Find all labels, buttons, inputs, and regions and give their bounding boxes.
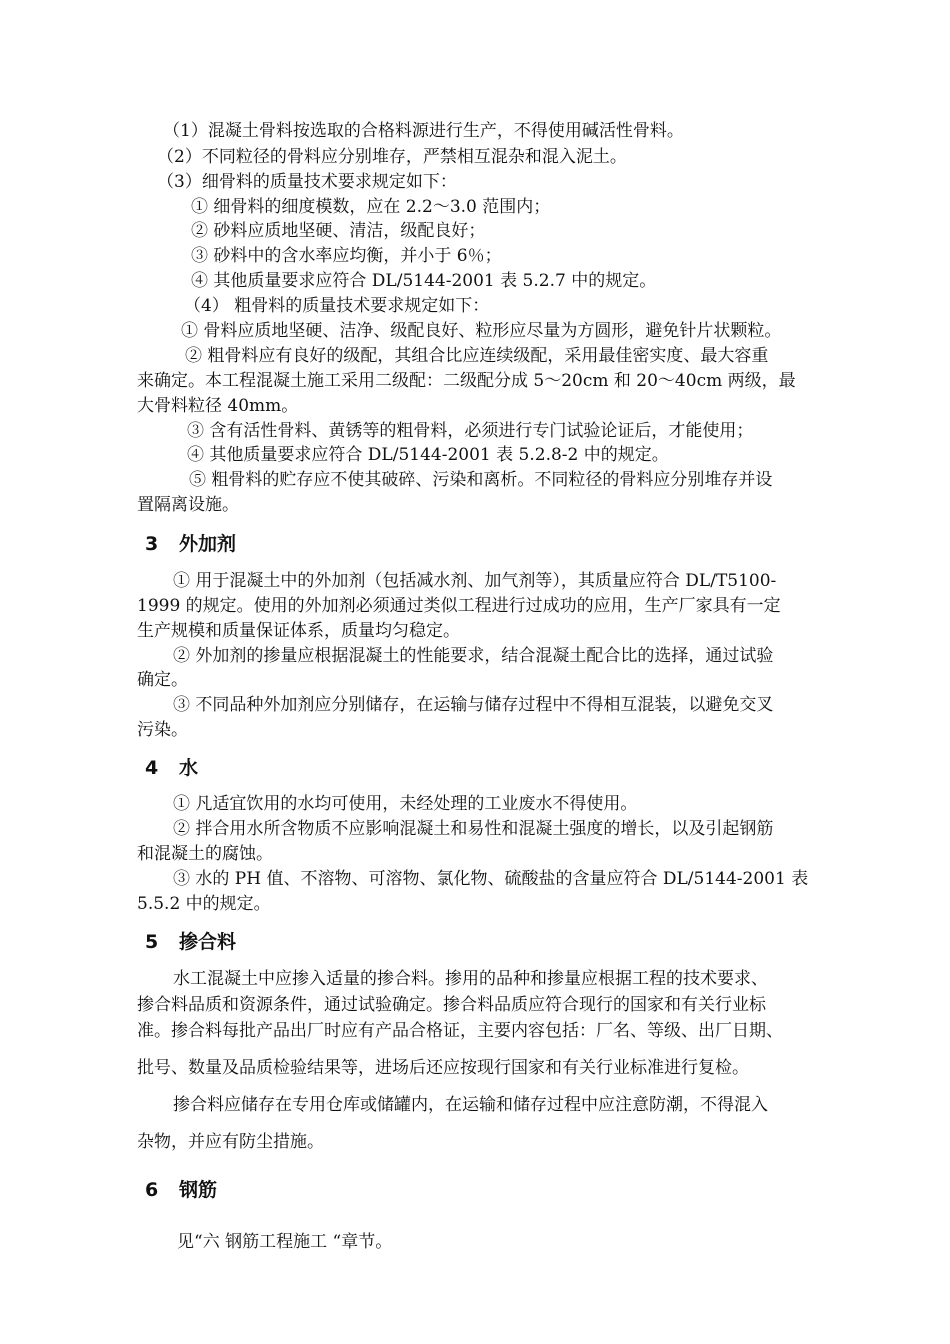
paragraph-line: 来确定。本工程混凝土施工采用二级配：二级配分成 5～20cm 和 20～40cm 两级，最 [137,371,796,391]
list-item: ⑤ 粗骨料的贮存应不使其破碎、污染和离析。不同粒径的骨料应分别堆存并设 [189,470,773,490]
section-title: 水 [179,757,199,779]
paragraph-line: 和混凝土的腐蚀。 [137,844,273,864]
section-title: 外加剂 [179,533,237,555]
section-heading [145,1178,217,1202]
list-item: ③ 水的 PH 值、不溶物、可溶物、氯化物、硫酸盐的含量应符合 DL/5144-2001 表 [173,869,809,889]
paragraph-line: 准。掺合料每批产品出厂时应有产品合格证，主要内容包括：厂名、等级、出厂日期、 [137,1021,783,1041]
paragraph-line: 见“六 钢筋工程施工 “章节。 [177,1232,393,1252]
paragraph-line: （4） 粗骨料的质量技术要求规定如下： [184,296,490,316]
list-item: ① 骨料应质地坚硬、洁净、级配良好、粒形应尽量为方圆形，避免针片状颗粒。 [181,321,782,341]
paragraph-line: （2）不同粒径的骨料应分别堆存，严禁相互混杂和混入泥土。 [157,147,627,167]
section-heading [145,756,198,780]
list-item: ③ 不同品种外加剂应分别储存，在运输与储存过程中不得相互混装，以避免交叉 [173,695,774,715]
section-number: 5 [145,931,159,953]
section-number: 3 [145,533,159,555]
paragraph-line: 掺合料品质和资源条件，通过试验确定。掺合料品质应符合现行的国家和有关行业标 [137,995,766,1015]
paragraph-line: 生产规模和质量保证体系，质量均匀稳定。 [137,621,460,641]
section-title: 钢筋 [179,1179,218,1201]
list-item: ② 砂料应质地坚硬、清洁，级配良好； [191,221,486,241]
paragraph-line: 污染。 [137,720,188,740]
list-item: ② 拌合用水所含物质不应影响混凝土和易性和混凝土强度的增长，以及引起钢筋 [173,819,774,839]
paragraph-line: 批号、数量及品质检验结果等，进场后还应按现行国家和有关行业标准进行复检。 [137,1058,749,1078]
list-item: ② 外加剂的掺量应根据混凝土的性能要求，结合混凝土配合比的选择，通过试验 [173,646,774,666]
paragraph-line: 水工混凝土中应掺入适量的掺合料。掺用的品种和掺量应根据工程的技术要求、 [173,969,768,989]
list-item: ③ 砂料中的含水率应均衡，并小于 6％； [191,246,502,266]
paragraph-line: 5.5.2 中的规定。 [137,894,271,914]
section-heading [145,532,236,556]
section-heading [145,930,236,954]
paragraph-line: 杂物，并应有防尘措施。 [137,1132,324,1152]
paragraph-line: 掺合料应储存在专用仓库或储罐内，在运输和储存过程中应注意防潮，不得混入 [173,1095,768,1115]
paragraph-line: 大骨料粒径 40mm。 [137,396,299,416]
paragraph-line: 1999 的规定。使用的外加剂必须通过类似工程进行过成功的应用，生产厂家具有一定 [137,596,781,616]
list-item: ② 粗骨料应有良好的级配，其组合比应连续级配，采用最佳密实度、最大容重 [185,346,769,366]
paragraph-line: 确定。 [137,670,188,690]
list-item: ④ 其他质量要求应符合 DL/5144-2001 表 5.2.8-2 中的规定。 [187,445,669,465]
list-item: ① 用于混凝土中的外加剂（包括减水剂、加气剂等），其质量应符合 DL/T5100- [173,571,777,591]
section-number: 4 [145,757,159,779]
list-item: ① 细骨料的细度模数，应在 2.2～3.0 范围内； [191,197,551,217]
paragraph-line: （3）细骨料的质量技术要求规定如下： [157,172,457,192]
list-item: ④ 其他质量要求应符合 DL/5144-2001 表 5.2.7 中的规定。 [191,271,657,291]
list-item: ① 凡适宜饮用的水均可使用，未经处理的工业废水不得使用。 [173,794,638,814]
section-title: 掺合料 [179,931,237,953]
list-item: ③ 含有活性骨料、黄锈等的粗骨料，必须进行专门试验论证后，才能使用； [187,421,754,441]
section-number: 6 [145,1179,159,1201]
paragraph-line: 置隔离设施。 [137,495,239,515]
paragraph-line: （1）混凝土骨料按选取的合格料源进行生产，不得使用碱活性骨料。 [163,121,684,141]
